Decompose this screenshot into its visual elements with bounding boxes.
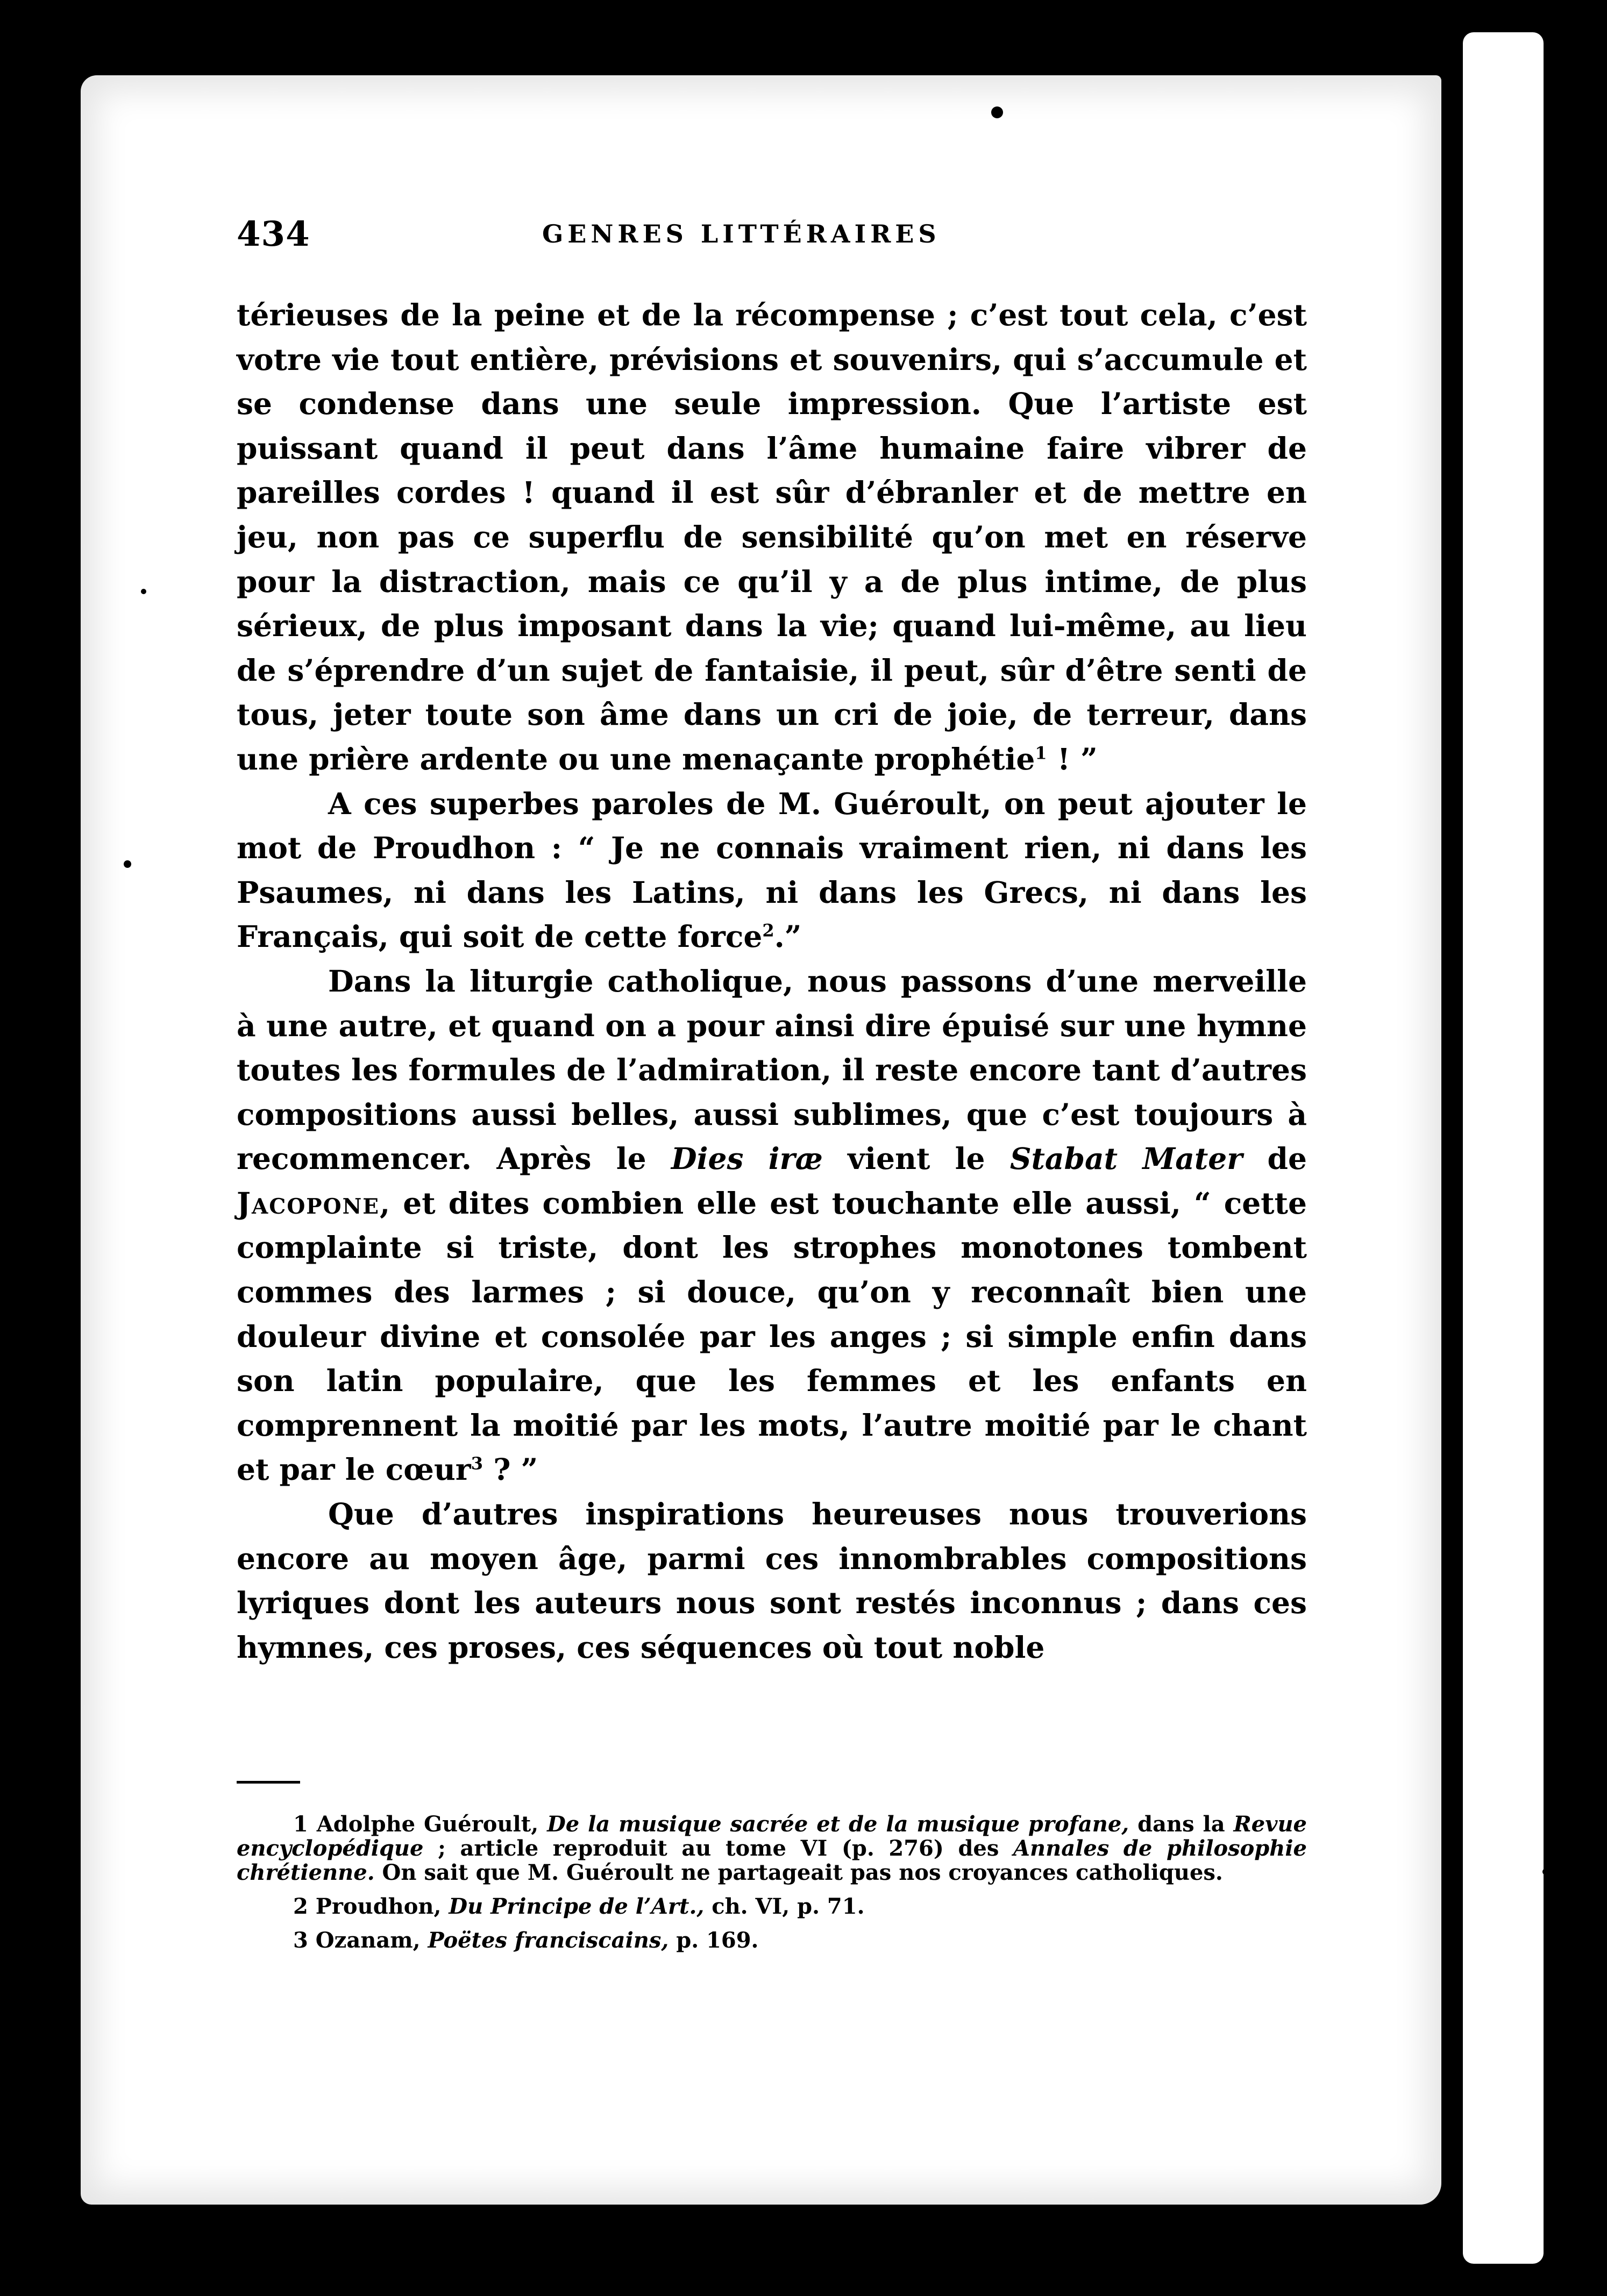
paragraph-text: A ces superbes paroles de M. Guéroult, on peut ajouter le mot de Proudhon : “ Je ne connais vraiment rien, ni dans les Psaumes, ni dans les Latins, ni dans les Grecs, ni dans les Français, qui soit de cette force: [237, 786, 1307, 954]
scan-speck: [124, 860, 131, 868]
page-header: [237, 212, 1307, 255]
footnote-title: Poëtes franciscains,: [428, 1928, 669, 1953]
paragraph-2: [237, 782, 1307, 959]
paragraph-text: , et dites combien elle est touchante elle aussi, “ cette complainte si triste, dont les strophes monotones tombent commes des larmes ; si douce, qu’on y reconnaît bien une douleur divine et consolée par les anges ; si simple enfin dans son latin populaire, que les femmes et les enfants en comprennent la moitié par les mots, l’autre moitié par le chant et par le cœur: [237, 1185, 1307, 1487]
footnote-author: Ozanam,: [315, 1928, 421, 1953]
footnote-ref: 1: [1035, 743, 1047, 764]
quote-close: ! ”: [1047, 741, 1098, 776]
running-head: GENRES LITTÉRAIRES: [542, 219, 941, 248]
footnote-number: 3: [293, 1928, 308, 1953]
footnote-series: Annales de philosophie chrétienne.: [237, 1836, 1307, 1885]
footnote-3: [237, 1928, 1307, 1952]
paragraph-4: [237, 1492, 1307, 1670]
work-title: Stabat Mater: [1009, 1141, 1243, 1176]
footnote-number: 1: [293, 1812, 308, 1837]
scan-speck: [991, 106, 1003, 118]
quote-close: ? ”: [483, 1452, 538, 1487]
footnote-author: Proudhon,: [315, 1894, 442, 1919]
paragraph-1: [237, 293, 1307, 782]
work-title: Dies iræ: [671, 1141, 823, 1176]
footnote-journal: Revue encyclopédique: [237, 1812, 1307, 1861]
footnote-text: On sait que M. Guéroult ne partageait pas nos croyances catholiques.: [374, 1860, 1223, 1885]
footnote-text: ; article reproduit au tome VI (p. 276) des: [423, 1836, 1014, 1861]
footnote-rule: [237, 1781, 300, 1784]
footnote-title: Du Principe de l’Art.,: [449, 1894, 705, 1919]
footnote-text: ch. VI, p. 71.: [704, 1894, 865, 1919]
paragraph-text: vient le: [822, 1141, 1010, 1176]
footnotes: [237, 1812, 1307, 1962]
footnote-title: De la musique sacrée et de la musique profane,: [547, 1812, 1129, 1837]
paragraph-text: térieuses de la peine et de la récompense ; c’est tout cela, c’est votre vie tout entière, prévisions et souvenirs, qui s’accumule et se condense dans une seule impression. Que l’artiste est puissant quand il peut dans l’âme humaine faire vibrer de pareilles cordes ! quand il est sûr d’ébranler et de mettre en jeu, non pas ce superflu de sensibilité qu’on met en réserve pour la distraction, mais ce qu’il y a de plus intime, de plus sérieux, de plus imposant dans la vie; quand lui-même, au lieu de s’éprendre d’un sujet de fantaisie, il peut, sûr d’être senti de tous, jeter toute son âme dans un cri de joie, de terreur, dans une prière ardente ou une menaçante prophétie: [237, 297, 1307, 776]
footnote-ref: 3: [471, 1453, 483, 1474]
footnote-number: 2: [293, 1894, 308, 1919]
page-number: 434: [237, 213, 310, 254]
quote-close: .”: [774, 919, 802, 954]
paragraph-text: de: [1242, 1141, 1307, 1176]
footnote-text: p. 169.: [669, 1928, 759, 1953]
scan-speck: [141, 589, 146, 594]
footnote-2: [237, 1894, 1307, 1919]
next-page-edge: [1463, 32, 1544, 2264]
footnote-1: [237, 1812, 1307, 1885]
footnote-text: dans la: [1129, 1812, 1234, 1837]
paragraph-text: Dans la liturgie catholique, nous passons d’une merveille à une autre, et quand on a pour ainsi dire épuisé sur une hymne toutes les formules de l’admiration, il reste encore tant d’autres compositions aussi belles, aussi sublimes, que c’est toujours à recommencer. Après le: [237, 963, 1307, 1176]
main-text: [237, 293, 1307, 1670]
footnote-ref: 2: [762, 920, 774, 941]
paragraph-text: Que d’autres inspirations heureuses nous trouverions encore au moyen âge, parmi ces innombrables compositions lyriques dont les auteurs nous sont restés inconnus ; dans ces hymnes, ces proses, ces séquences où tout noble: [237, 1496, 1307, 1665]
paragraph-3: [237, 959, 1307, 1492]
scan-speck: [1542, 1869, 1549, 1875]
author-name: Jacopone: [237, 1185, 380, 1221]
footnote-author: Adolphe Guéroult,: [316, 1812, 539, 1837]
